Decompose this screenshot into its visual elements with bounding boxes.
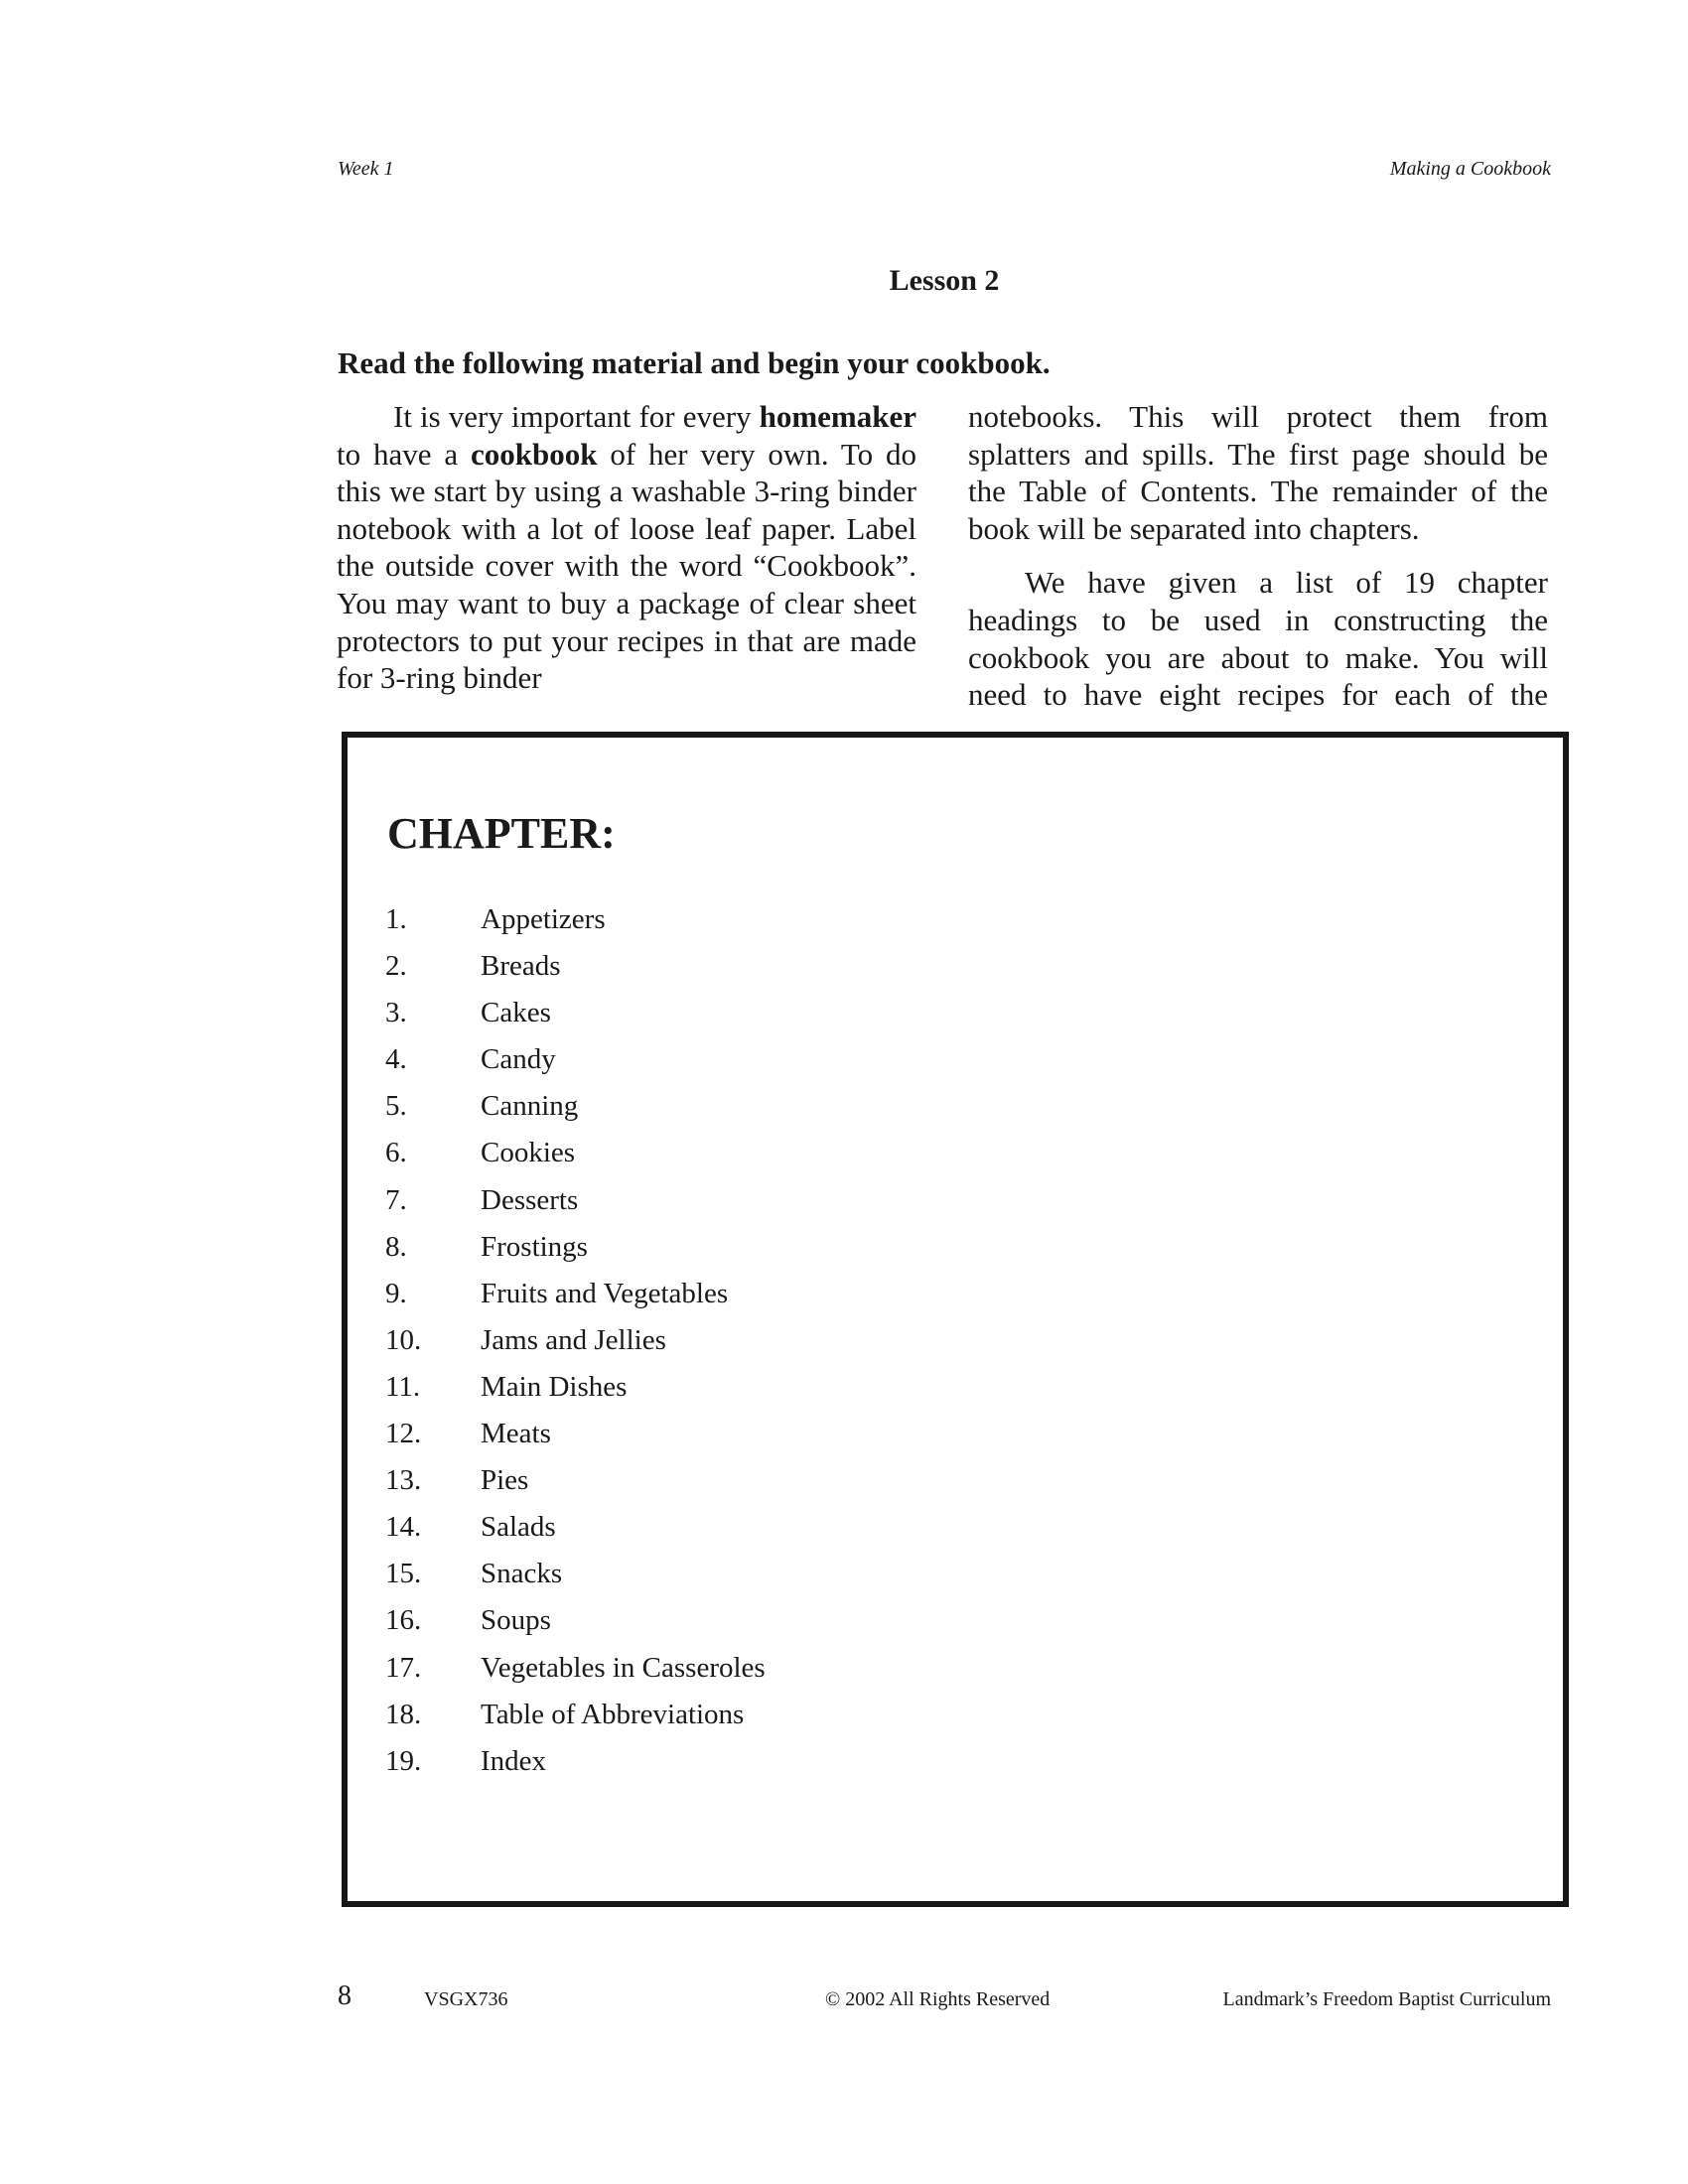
chapter-item — [385, 1738, 766, 1785]
running-header-left: Week 1 — [338, 158, 394, 180]
chapter-number: 10. — [385, 1323, 422, 1356]
chapter-label: Jams and Jellies — [481, 1323, 666, 1356]
paragraph-intro-lead: It is very important for every — [393, 399, 760, 434]
chapter-item — [385, 1457, 766, 1504]
chapter-item — [385, 1551, 766, 1597]
term-cookbook: cookbook — [470, 436, 598, 472]
chapter-number: 13. — [385, 1464, 422, 1497]
chapter-number: 14. — [385, 1511, 422, 1544]
chapter-item — [385, 1130, 766, 1176]
instruction-heading: Read the following material and begin your cookbook. — [338, 345, 1051, 380]
chapter-label: Soups — [481, 1604, 551, 1637]
running-header-right: Making a Cookbook — [1389, 158, 1551, 180]
chapter-label: Main Dishes — [481, 1370, 628, 1403]
chapter-label: Cakes — [481, 997, 551, 1029]
chapter-number: 3. — [385, 997, 407, 1029]
chapter-number: 7. — [385, 1183, 407, 1216]
copyright-notice: © 2002 All Rights Reserved — [825, 1988, 1051, 2010]
paragraph-intro-connector: to have a — [337, 436, 471, 472]
chapter-label: Fruits and Vegetables — [481, 1277, 729, 1309]
chapter-heading: CHAPTER: — [387, 809, 616, 858]
paragraph-intro — [337, 398, 916, 697]
term-homemaker: homemaker — [759, 399, 916, 434]
chapter-label: Desserts — [481, 1183, 579, 1216]
chapter-number: 6. — [385, 1137, 407, 1169]
chapter-item — [385, 943, 766, 990]
chapter-item — [385, 896, 766, 943]
chapter-number: 5. — [385, 1090, 407, 1123]
chapter-number: 4. — [385, 1043, 407, 1076]
chapter-label: Table of Abbreviations — [481, 1698, 745, 1730]
chapter-item — [385, 990, 766, 1036]
chapter-item — [385, 1177, 766, 1224]
chapter-label: Cookies — [481, 1137, 576, 1169]
chapter-item — [385, 1504, 766, 1551]
chapter-number: 1. — [385, 903, 407, 935]
chapter-number: 9. — [385, 1277, 407, 1309]
chapter-number: 12. — [385, 1418, 422, 1450]
chapter-label: Breads — [481, 950, 561, 983]
chapter-number: 19. — [385, 1744, 422, 1777]
chapter-label: Canning — [481, 1090, 579, 1123]
chapter-item — [385, 1364, 766, 1411]
chapter-item — [385, 1271, 766, 1317]
chapter-number: 11. — [385, 1370, 421, 1403]
chapter-label: Candy — [481, 1043, 556, 1076]
chapter-item — [385, 1317, 766, 1364]
chapter-label: Snacks — [481, 1558, 563, 1590]
chapter-number: 16. — [385, 1604, 422, 1637]
page-number: 8 — [338, 1980, 352, 2011]
chapter-number: 15. — [385, 1558, 422, 1590]
chapter-item — [385, 1411, 766, 1457]
chapter-label: Frostings — [481, 1230, 588, 1263]
chapter-label: Pies — [481, 1464, 529, 1497]
paragraph-chapters: We have given a list of 19 chapter headings to be used in constructing the cookbook you are about to make. You will need to have eight recipes for each of the — [968, 565, 1548, 713]
chapter-number: 18. — [385, 1698, 422, 1730]
chapter-list — [385, 896, 766, 1785]
paragraph-intro-end: notebooks. This will protect them from splatters and spills. The first page should be the Table of Contents. The remainder of the book will be separated into chapters. — [968, 399, 1548, 546]
lesson-title: Lesson 2 — [889, 264, 1000, 297]
chapter-item — [385, 1224, 766, 1271]
chapter-item — [385, 1083, 766, 1130]
paragraph-intro-continued: of her very own. To do this we start by using a washable 3-ring binder notebook with a lot of loose leaf paper. Label the outside cover with the word “Cookbook”. You may want to buy a package of clear sheet protectors to put your recipes in that are made for 3-ring binder — [337, 436, 917, 696]
publisher-name: Landmark’s Freedom Baptist Curriculum — [1222, 1988, 1551, 2010]
chapter-label: Index — [481, 1744, 547, 1777]
chapter-label: Appetizers — [481, 903, 606, 935]
chapter-label: Meats — [481, 1418, 551, 1450]
chapter-number: 2. — [385, 950, 407, 983]
body-column-right — [968, 398, 1548, 714]
chapter-item — [385, 1036, 766, 1083]
chapter-item — [385, 1645, 766, 1692]
body-column-left — [337, 398, 916, 697]
chapter-item — [385, 1692, 766, 1738]
chapter-item — [385, 1597, 766, 1644]
chapter-label: Vegetables in Casseroles — [481, 1651, 766, 1684]
chapter-number: 17. — [385, 1651, 422, 1684]
chapter-number: 8. — [385, 1230, 407, 1263]
chapter-label: Salads — [481, 1511, 556, 1544]
course-code: VSGX736 — [424, 1988, 508, 2010]
chapter-list-box — [342, 732, 1569, 1907]
